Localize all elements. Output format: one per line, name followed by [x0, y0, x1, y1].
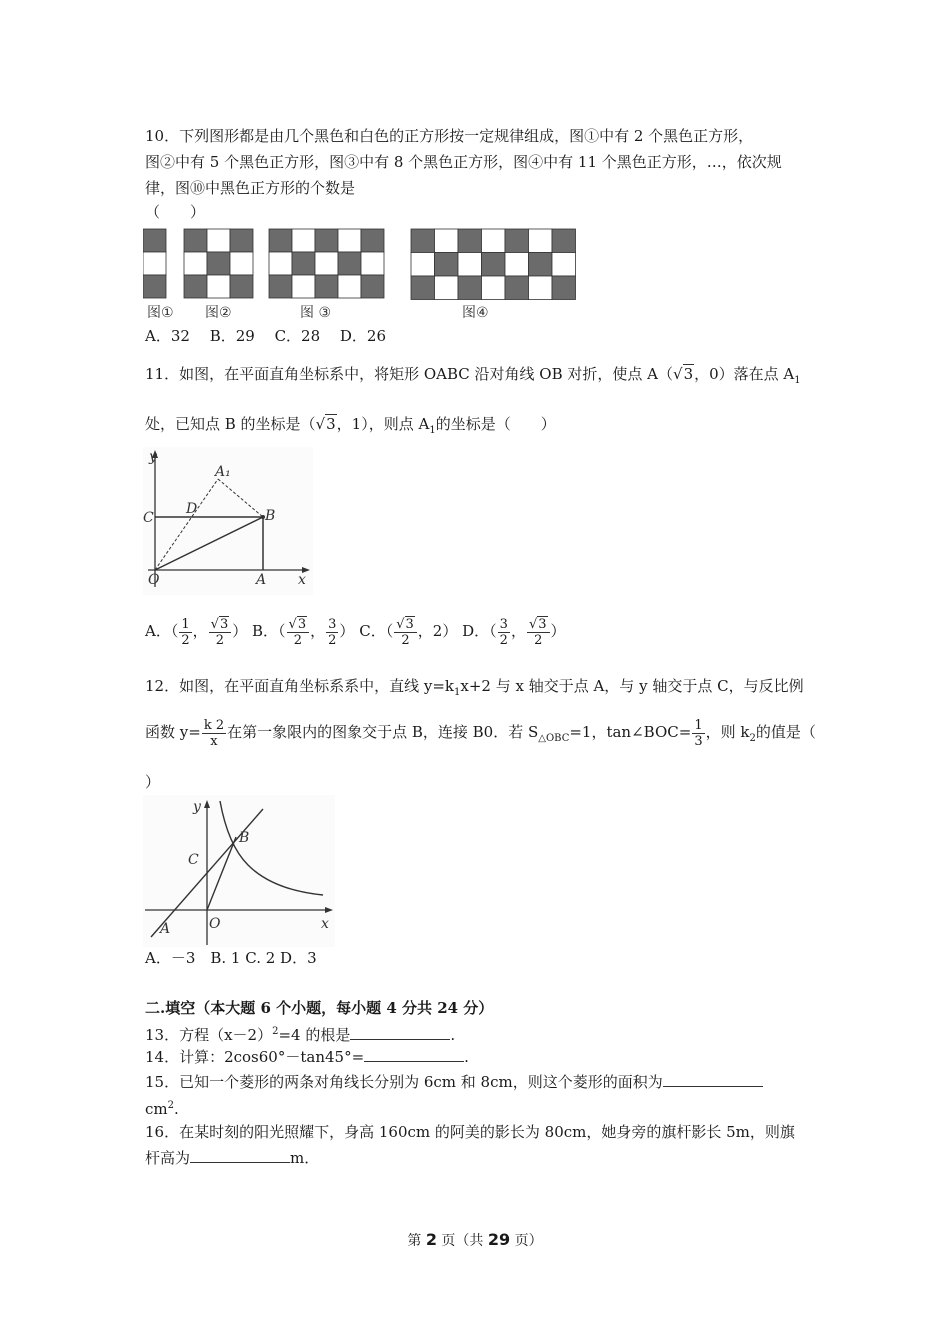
- footer-page: 2: [425, 1230, 437, 1249]
- q12-options: A．－3 B. 1 C. 2 D．3: [145, 949, 317, 967]
- frac-1-2: [179, 617, 191, 648]
- black-square: [505, 229, 529, 253]
- q13: [145, 1022, 455, 1045]
- fig4-label: 图④: [462, 305, 489, 321]
- black-square: [458, 276, 482, 300]
- q12-sub2: △OBC: [538, 733, 570, 744]
- black-square: [361, 275, 384, 298]
- sqrt-val: 3: [538, 616, 547, 632]
- sqrt-val: 3: [405, 616, 414, 632]
- white-square: [207, 229, 230, 252]
- q16-text: 杆高为: [145, 1149, 191, 1167]
- black-square: [292, 252, 315, 275]
- black-square: [315, 229, 338, 252]
- white-square: [505, 253, 529, 277]
- white-square: [184, 252, 207, 275]
- q11-sub: 1: [794, 375, 801, 386]
- frac-den: x: [210, 733, 218, 749]
- white-square: [338, 229, 361, 252]
- q10-line1: 10．下列图形都是由几个黑色和白色的正方形按一定规律组成，图①中有 2 个黑色正方形，: [145, 127, 754, 145]
- black-square: [184, 229, 207, 252]
- black-square: [411, 276, 435, 300]
- q11-graph: [143, 447, 313, 595]
- frac-num: 1: [694, 717, 703, 733]
- q12-text-a: 12．如图，在平面直角坐标系系中，直线 y=k: [145, 677, 454, 695]
- white-square: [482, 229, 506, 253]
- q15-blank[interactable]: [663, 1072, 763, 1087]
- sqrt-3b: 3: [326, 415, 336, 433]
- q16-line2: [145, 1148, 319, 1168]
- q11-text-d: ，1），则点 A: [336, 415, 430, 433]
- sqrt-3: 3: [683, 365, 694, 383]
- q16-end: m．: [290, 1149, 320, 1167]
- q11-options: [145, 612, 566, 652]
- q14-end: .: [464, 1048, 469, 1066]
- q11-line1: 11．如图，在平面直角坐标系中，将矩形 OABC 沿对角线 OB 对折，使点 A（√3，0）落在点 $A_1$: [145, 365, 801, 386]
- q11-optC: C．（: [359, 622, 394, 640]
- frac-den: 2: [499, 632, 508, 648]
- q12-text-b: x+2 与 x 轴交于点 A，与 y 轴交于点 C，与反比例: [460, 677, 804, 695]
- black-square: [435, 253, 459, 277]
- white-square: [529, 276, 553, 300]
- frac-sqrt3-2: [527, 617, 550, 648]
- black-square: [315, 275, 338, 298]
- black-square: [230, 229, 253, 252]
- close: ）: [339, 622, 355, 640]
- q16-line1: 16．在某时刻的阳光照耀下，身高 160cm 的阿美的影长为 80cm，她身旁的旗杆影长 5m，则旗: [145, 1123, 795, 1141]
- frac-den: 2: [328, 632, 337, 648]
- black-square: [411, 229, 435, 253]
- black-square: [207, 252, 230, 275]
- q11-text-b: ，0）落在点 A: [694, 365, 795, 383]
- q13-sup: 2: [272, 1026, 279, 1037]
- frac-den: 2: [215, 632, 225, 648]
- white-square: [338, 275, 361, 298]
- q11-B-label: B: [265, 508, 276, 524]
- q13-end: .: [450, 1026, 456, 1044]
- q11-text-c: 处，已知点 B 的坐标是（: [145, 415, 316, 433]
- q12-C-label: C: [188, 852, 199, 868]
- q12-O-label: O: [209, 916, 221, 932]
- frac-num: k 2: [203, 717, 225, 733]
- q11-line2: 处，已知点 B 的坐标是（√3，1），则点 $A_1$的坐标是（ ）: [145, 415, 556, 436]
- white-square: [230, 252, 253, 275]
- black-square: [143, 275, 166, 298]
- white-square: [529, 229, 553, 253]
- q12-sub3: 2: [749, 733, 756, 744]
- white-square: [482, 276, 506, 300]
- footer-post: 页）: [510, 1233, 543, 1249]
- q15-unit: cm: [145, 1100, 168, 1118]
- white-square: [458, 253, 482, 277]
- q12-text-e: =1，tan∠BOC=: [569, 723, 692, 741]
- black-square: [184, 275, 207, 298]
- q11-optD: D．（: [462, 622, 497, 640]
- comma: ，: [192, 622, 208, 640]
- q11-C-label: C: [143, 510, 154, 526]
- q13-text-a: 13．方程（x－2）: [145, 1026, 273, 1044]
- q10-paren: （ ）: [145, 203, 206, 221]
- page-footer: [0, 1230, 950, 1250]
- two: 2: [432, 622, 443, 640]
- q12-graph: [143, 795, 335, 947]
- fig3-label: 图 ③: [300, 305, 332, 321]
- q12-sub: 1: [454, 687, 461, 698]
- q14: [145, 1047, 469, 1067]
- q11-optA: A．（: [145, 622, 179, 640]
- q10-options: A．32 B．29 C．28 D．26: [145, 327, 387, 345]
- footer-mid: 页（共: [436, 1233, 488, 1249]
- q14-text: 14．计算：2cos60°－tan45°=: [145, 1048, 365, 1066]
- frac-den: 3: [694, 733, 703, 749]
- white-square: [143, 252, 166, 275]
- q12-text-g: 的值是（: [755, 723, 816, 741]
- white-square: [435, 276, 459, 300]
- q14-blank[interactable]: [364, 1047, 464, 1062]
- q12-A-label: A: [160, 921, 171, 937]
- black-square: [269, 229, 292, 252]
- frac-1-3: [692, 718, 704, 749]
- close: ）: [550, 622, 566, 640]
- q11-D-label: D: [186, 501, 198, 517]
- fig2-label: 图②: [205, 305, 232, 321]
- frac-den: 2: [534, 632, 543, 648]
- q12-text-c: 函数 y=: [145, 723, 201, 741]
- q11-x-label: x: [298, 572, 306, 588]
- sqrt-val: 3: [219, 616, 229, 632]
- white-square: [552, 253, 576, 277]
- comma: ，: [310, 622, 326, 640]
- black-square: [269, 275, 292, 298]
- frac-k2-x: [202, 718, 226, 749]
- frac-3-2: [498, 617, 510, 648]
- q12-x-label: x: [321, 916, 329, 932]
- comma: ，: [510, 622, 526, 640]
- q11-sub2: 1: [429, 425, 436, 436]
- black-square: [552, 276, 576, 300]
- black-square: [230, 275, 253, 298]
- q12-text-d: 在第一象限内的图象交于点 B，连接 B0．若 S: [227, 723, 539, 741]
- white-square: [435, 229, 459, 253]
- q11-y-label: y: [149, 449, 157, 465]
- frac-num: √3: [209, 617, 232, 633]
- q13-blank[interactable]: [350, 1025, 450, 1040]
- q11-A-label: A: [256, 572, 267, 588]
- q12-text-f: ，则 k: [705, 723, 750, 741]
- white-square: [361, 252, 384, 275]
- black-square: [505, 276, 529, 300]
- frac-num: 3: [499, 616, 508, 632]
- frac-num: √3: [287, 617, 310, 633]
- q12-line3: ）: [145, 773, 161, 791]
- white-square: [315, 252, 338, 275]
- frac-den: 2: [293, 632, 302, 648]
- black-square: [361, 229, 384, 252]
- q10-line3: 律，图⑩中黑色正方形的个数是: [145, 179, 356, 197]
- q12-line1: [145, 676, 804, 703]
- black-square: [529, 253, 553, 277]
- close: ）: [232, 622, 248, 640]
- white-square: [292, 229, 315, 252]
- close: ）: [442, 622, 458, 640]
- q11-optB: B．（: [252, 622, 286, 640]
- q12-y-label: y: [193, 799, 201, 815]
- frac-num: √3: [527, 617, 550, 633]
- frac-sqrt3-2: [394, 617, 417, 648]
- comma: ，: [417, 622, 433, 640]
- section2-title: 二.填空（本大题 6 个小题，每小题 4 分共 24 分）: [145, 999, 494, 1017]
- q12-line2: [145, 712, 816, 756]
- frac-num: 1: [181, 616, 190, 632]
- frac-sqrt3-2: [209, 617, 232, 648]
- black-square: [458, 229, 482, 253]
- q10-line2: 图②中有 5 个黑色正方形，图③中有 8 个黑色正方形，图④中有 11 个黑色正方形，…，依次规: [145, 153, 782, 171]
- q15-end: .: [174, 1100, 179, 1118]
- white-square: [292, 275, 315, 298]
- fig1-label: 图①: [147, 305, 174, 321]
- frac-sqrt3-2: [287, 617, 310, 648]
- sqrt-val: 3: [297, 616, 307, 632]
- black-square: [338, 252, 361, 275]
- q11-text-a: 11．如图，在平面直角坐标系中，将矩形 OABC 沿对角线 OB 对折，使点 A（: [145, 365, 673, 383]
- q15-text: 15．已知一个菱形的两条对角线长分别为 6cm 和 8cm，则这个菱形的面积为: [145, 1073, 663, 1091]
- q15-line1: [145, 1072, 763, 1092]
- q11-text-e: 的坐标是（ ）: [435, 415, 556, 433]
- q13-text-b: =4 的根是: [278, 1026, 351, 1044]
- white-square: [207, 275, 230, 298]
- q11-A1-label: A₁: [215, 464, 231, 480]
- q15-line2: [145, 1096, 179, 1119]
- frac-den: 2: [181, 632, 190, 648]
- pattern-squares: [143, 229, 576, 300]
- q16-blank[interactable]: [190, 1148, 290, 1163]
- frac-num: √3: [394, 617, 417, 633]
- q11-O-label: O: [148, 572, 160, 588]
- frac-den: 2: [401, 632, 410, 648]
- footer-total: 29: [487, 1230, 511, 1249]
- white-square: [269, 252, 292, 275]
- q12-B-label: B: [239, 830, 250, 846]
- frac-3-2: [326, 617, 338, 648]
- frac-num: 3: [328, 616, 337, 632]
- black-square: [482, 253, 506, 277]
- black-square: [552, 229, 576, 253]
- q15-sup: 2: [167, 1100, 174, 1111]
- black-square: [143, 229, 166, 252]
- white-square: [411, 253, 435, 277]
- footer-pre: 第: [407, 1233, 426, 1249]
